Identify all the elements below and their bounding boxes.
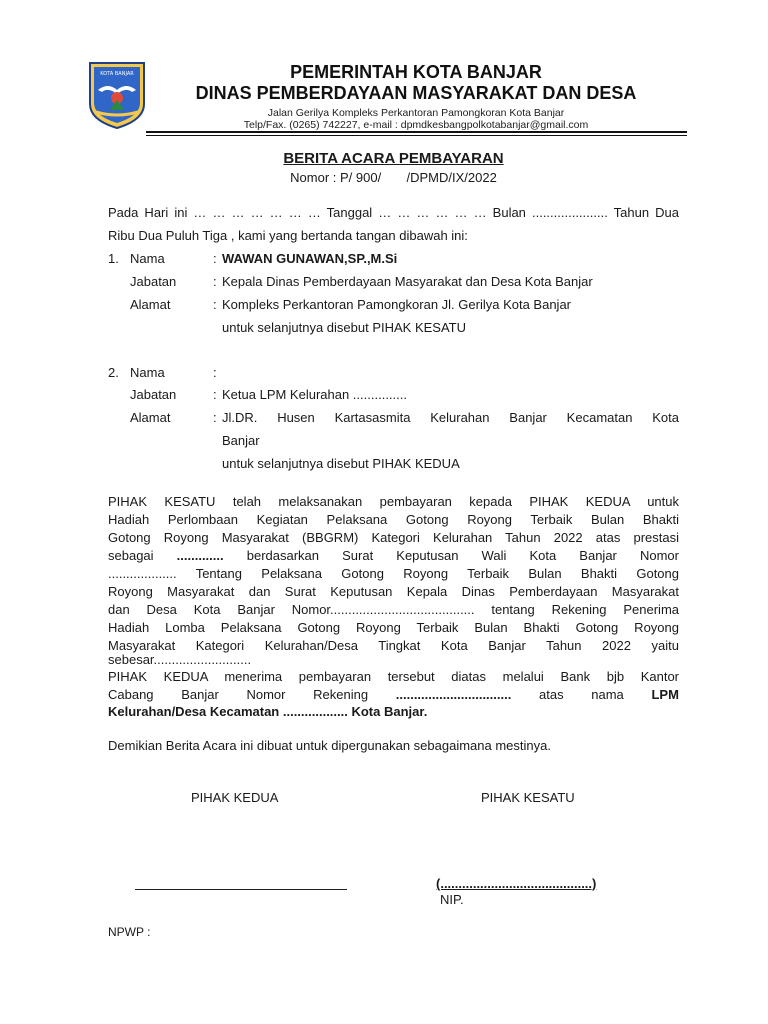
party1-name-label: Nama bbox=[130, 251, 165, 266]
letterhead-agency: DINAS PEMBERDAYAAN MASYARAKAT DAN DESA bbox=[195, 83, 637, 103]
letterhead-rule-thin bbox=[146, 135, 687, 136]
body-p2-line2-g: nama bbox=[591, 687, 624, 702]
body-p2-line2 bbox=[108, 687, 679, 702]
body-p1-line2: Hadiah Perlombaan Kegiatan Pelaksana Gotong Royong Terbaik Bulan Bhakti bbox=[108, 512, 679, 527]
body-p2-line2-f: atas bbox=[539, 687, 564, 702]
body-p1-line3: Gotong Royong Masyarakat (BBGRM) Kategori Kelurahan Tahun 2022 atas prestasi bbox=[108, 530, 679, 545]
body-p2-line2-a: Cabang bbox=[108, 687, 154, 702]
party1-address-value: Kompleks Perkantoran Pamongkoran Jl. Gerilya Kota Banjar bbox=[222, 297, 572, 312]
body-p2-line2-e: ................................ bbox=[395, 687, 512, 702]
party2-address-label: Alamat bbox=[130, 410, 171, 425]
body-p2-line2-d: Rekening bbox=[313, 687, 369, 702]
signature-nip: NIP. bbox=[440, 892, 464, 907]
city-emblem-logo bbox=[86, 60, 148, 130]
party1-position-colon: : bbox=[213, 274, 217, 289]
party2-address-value-line2: Banjar bbox=[222, 433, 260, 448]
document-number: Nomor : P/ 900/ /DPMD/IX/2022 bbox=[290, 170, 497, 185]
document-title: BERITA ACARA PEMBAYARAN bbox=[283, 150, 504, 167]
svg-text:KOTA BANJAR: KOTA BANJAR bbox=[100, 71, 134, 77]
party1-designation: untuk selanjutnya disebut PIHAK KESATU bbox=[222, 320, 466, 335]
body-p1-line1: PIHAK KESATU telah melaksanakan pembayaran kepada PIHAK KEDUA untuk bbox=[108, 494, 679, 509]
closing-statement: Demikian Berita Acara ini dibuat untuk dipergunakan sebagaimana mestinya. bbox=[108, 738, 551, 753]
opening-line-2: Ribu Dua Puluh Tiga , kami yang bertanda tangan dibawah ini: bbox=[108, 228, 468, 243]
body-p2-line1: PIHAK KEDUA menerima pembayaran tersebut diatas melalui Bank bjb Kantor bbox=[108, 669, 679, 684]
body-p1-line6: Royong Masyarakat dan Surat Keputusan Kepala Dinas Pemberdayaan Masyarakat bbox=[108, 584, 679, 599]
opening-line-1: Pada Hari ini … … … … … … … Tanggal … … … … … … Bulan ..................... Tahun Dua bbox=[108, 205, 679, 220]
letterhead-rule-thick bbox=[146, 131, 687, 133]
signature-line-pihak-kedua bbox=[135, 889, 347, 890]
body-p1-line4-b: ............. bbox=[176, 548, 224, 563]
body-p1-line5: ................... Tentang Pelaksana Gotong Royong Terbaik Bulan Bhakti Gotong bbox=[108, 566, 679, 581]
party1-number: 1. bbox=[108, 251, 119, 266]
body-p2-line2-h: LPM bbox=[651, 687, 679, 702]
signature-label-pihak-kedua: PIHAK KEDUA bbox=[191, 790, 279, 805]
body-p1-line4-c: berdasarkan Surat Keputusan Wali Kota Banjar Nomor bbox=[246, 548, 679, 563]
party2-address-value-line1: Jl.DR. Husen Kartasasmita Kelurahan Banjar Kecamatan Kota bbox=[222, 410, 679, 425]
party1-position-label: Jabatan bbox=[130, 274, 177, 289]
party2-address-colon: : bbox=[213, 410, 217, 425]
body-p1-line10: sebesar........................... bbox=[108, 652, 252, 667]
party2-position-value: Ketua LPM Kelurahan ............... bbox=[222, 387, 407, 402]
party1-address-colon: : bbox=[213, 297, 217, 312]
body-p1-line7: dan Desa Kota Banjar Nomor........................................ tentang Rekening Penerima bbox=[108, 602, 679, 617]
body-p1-line9: Masyarakat Kategori Kelurahan/Desa Tingkat Kota Banjar Tahun 2022 yaitu bbox=[108, 638, 679, 653]
party2-position-colon: : bbox=[213, 387, 217, 402]
party2-number: 2. bbox=[108, 365, 119, 380]
body-p1-line4 bbox=[108, 548, 679, 563]
party2-name-label: Nama bbox=[130, 365, 165, 380]
signature-label-pihak-kesatu: PIHAK KESATU bbox=[481, 790, 575, 805]
letterhead-address: Jalan Gerilya Kompleks Perkantoran Pamongkoran Kota Banjar bbox=[267, 107, 565, 119]
body-p2-line2-b: Banjar bbox=[181, 687, 219, 702]
party1-name-value: WAWAN GUNAWAN,SP.,M.Si bbox=[222, 251, 398, 266]
party2-position-label: Jabatan bbox=[130, 387, 177, 402]
body-p1-line4-a: sebagai bbox=[108, 548, 154, 563]
party2-name-colon: : bbox=[213, 365, 217, 380]
party1-address-label: Alamat bbox=[130, 297, 171, 312]
party2-designation: untuk selanjutnya disebut PIHAK KEDUA bbox=[222, 456, 460, 471]
body-p1-line8: Hadiah Lomba Pelaksana Gotong Royong Terbaik Bulan Bhakti Gotong Royong bbox=[108, 620, 679, 635]
npwp-label: NPWP : bbox=[108, 925, 151, 939]
party1-position-value: Kepala Dinas Pemberdayaan Masyarakat dan Desa Kota Banjar bbox=[222, 274, 593, 289]
body-p2-line3: Kelurahan/Desa Kecamatan .................. Kota Banjar. bbox=[108, 704, 428, 719]
signature-name-pihak-kesatu: (..........................................) bbox=[436, 876, 597, 891]
party1-name-colon: : bbox=[213, 251, 217, 266]
body-p2-line2-c: Nomor bbox=[246, 687, 286, 702]
letterhead-government: PEMERINTAH KOTA BANJAR bbox=[290, 62, 542, 82]
letterhead-contact: Telp/Fax. (0265) 742227, e-mail : dpmdkesbangpolkotabanjar@gmail.com bbox=[243, 119, 589, 131]
